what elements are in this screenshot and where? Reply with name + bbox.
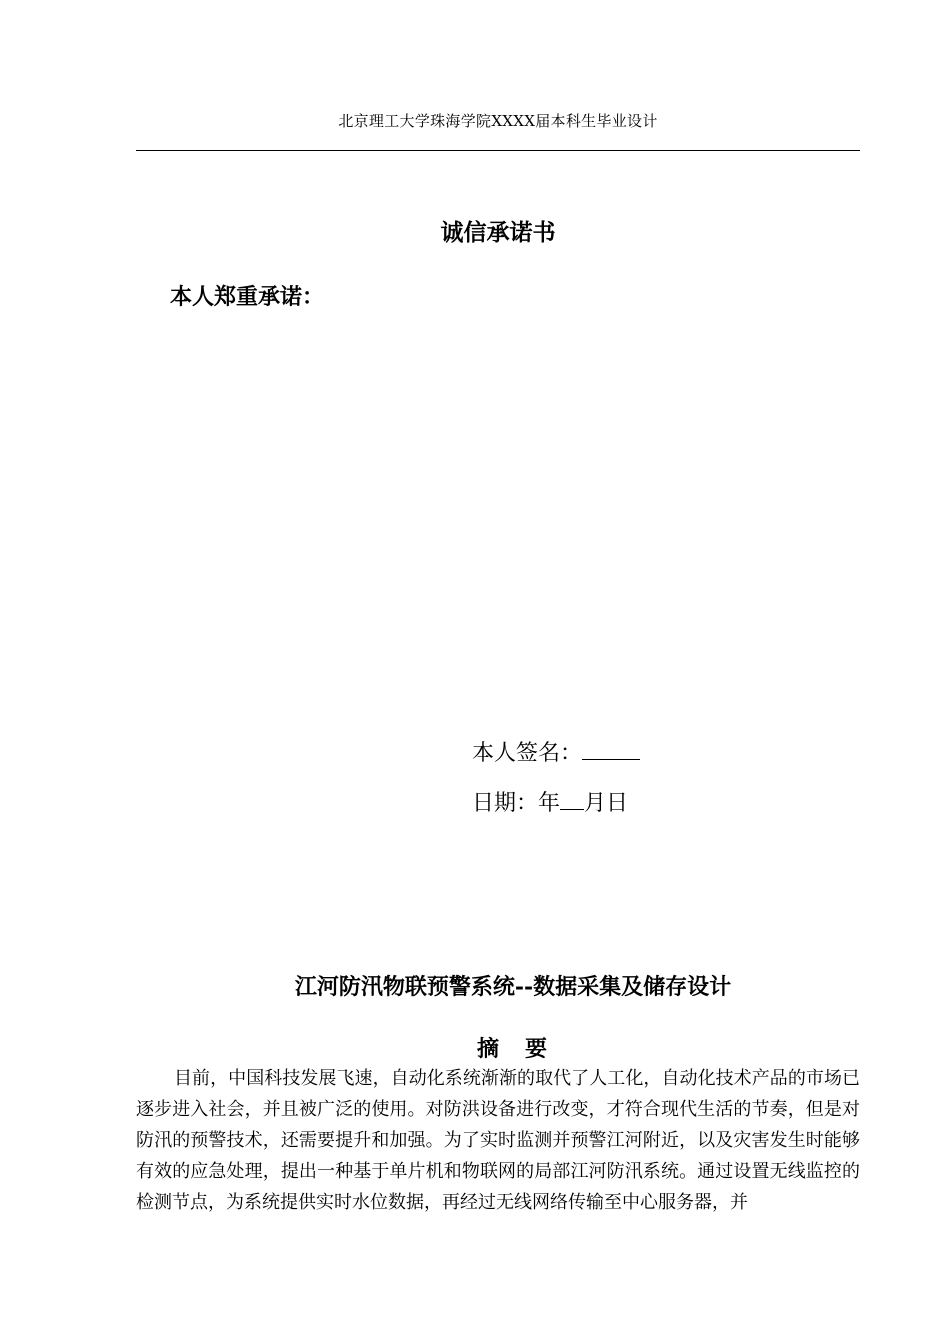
- signature-line: [472, 736, 640, 767]
- pledge-title: 诚信承诺书: [440, 219, 556, 246]
- month-blank: [560, 789, 584, 810]
- running-header: 北京理工大学珠海学院XXXX届本科生毕业设计: [338, 112, 658, 130]
- signature-blank: [582, 739, 640, 760]
- header-rule: [136, 150, 860, 151]
- abstract-heading: 摘 要: [476, 1036, 549, 1062]
- date-line: [472, 786, 628, 817]
- date-month-day: 月日: [584, 791, 629, 816]
- thesis-title: 江河防汛物联预警系统--数据采集及储存设计: [294, 974, 732, 1000]
- date-label: 日期：年: [472, 791, 561, 816]
- pledge-lead: 本人郑重承诺：: [170, 284, 325, 310]
- signature-label: 本人签名：: [472, 741, 583, 766]
- abstract-body: 目前，中国科技发展飞速，自动化系统渐渐的取代了人工化，自动化技术产品的市场已逐步进入社会，并且被广泛的使用。对防洪设备进行改变，才符合现代生活的节奏，但是对防汛的预警技术，还需要提升和加强。为了实时监测并预警江河附近，以及灾害发生时能够有效的应急处理，提出一种基于单片机和物联网的局部江河防汛系统。通过设置无线监控的检测节点，为系统提供实时水位数据，再经过无线网络传输至中心服务器，并: [136, 1068, 860, 1213]
